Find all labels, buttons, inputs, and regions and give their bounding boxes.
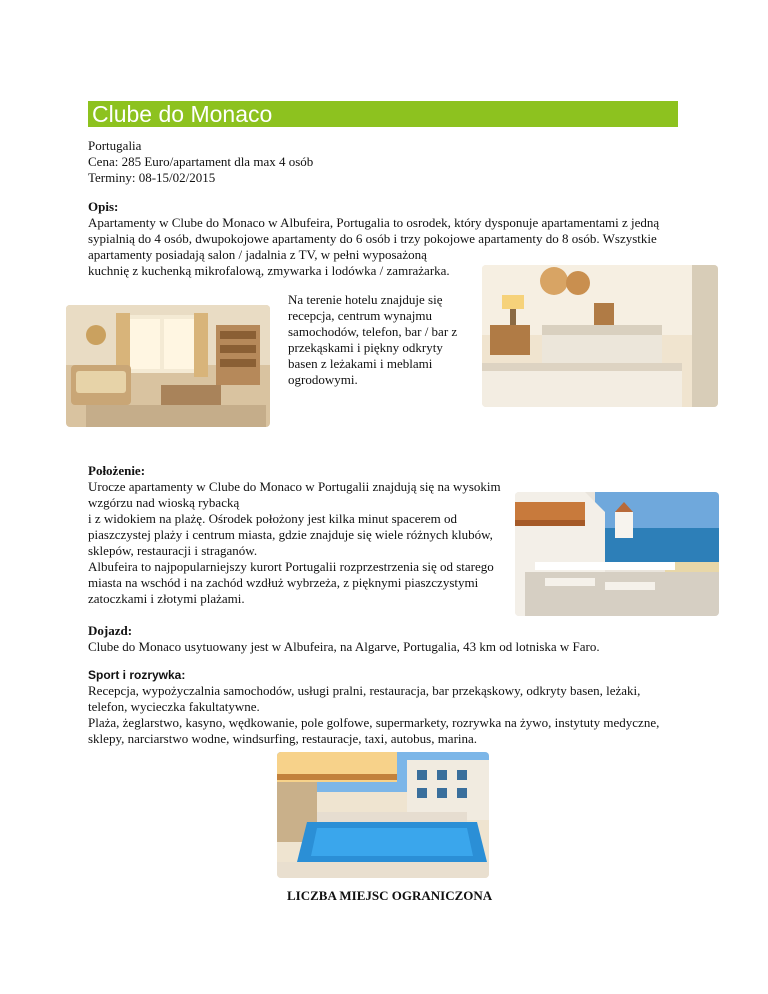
- facilities-line: samochodów, telefon, bar / bar z: [288, 324, 458, 339]
- facilities-line: Na terenie hotelu znajduje się: [288, 292, 443, 307]
- polozenie-line: wzgórzu nad wioską rybacką: [88, 495, 240, 510]
- living-room-photo: [66, 305, 270, 427]
- page-title: Clube do Monaco: [92, 101, 273, 127]
- price-text: Cena: 285 Euro/apartament dla max 4 osób: [88, 154, 314, 169]
- country-text: Portugalia: [88, 138, 142, 153]
- opis-line: sypialnią do 4 osób, dwupokojowe apartamenty do 6 osób i trzy pokojowe apartamenty do 8 osób. Wszystkie: [88, 231, 657, 246]
- pool-photo: [277, 752, 489, 878]
- facilities-line: przekąskami i piękny odkryty: [288, 340, 443, 355]
- opis-line: kuchnię z kuchenką mikrofalową, zmywarka i lodówka / zamrażarka.: [88, 263, 450, 278]
- facilities-line: ogrodowymi.: [288, 372, 358, 387]
- sport-line: sklepy, narciarstwo wodne, windsurfing, restauracje, taxi, autobus, marina.: [88, 731, 478, 746]
- polozenie-line: i z widokiem na plażę. Ośrodek położony jest kilka minut spacerem od: [88, 511, 457, 526]
- sport-line: telefon, wycieczka fakultatywne.: [88, 699, 260, 714]
- polozenie-line: miasta na wschód i na zachód wzdłuż wybrzeża, z pięknymi piaszczystymi: [88, 575, 479, 590]
- polozenie-heading: Położenie:: [88, 463, 146, 478]
- sport-heading: Sport i rozrywka:: [88, 668, 186, 682]
- polozenie-line: sklepów, restauracji i straganów.: [88, 543, 258, 558]
- polozenie-line: Urocze apartamenty w Clube do Monaco w Portugalii znajdują się na wysokim: [88, 479, 501, 494]
- bedroom-photo: [482, 265, 718, 407]
- polozenie-line: Albufeira to najpopularniejszy kurort Portugalii rozprzestrzenia się od starego: [88, 559, 494, 574]
- sport-line: Plaża, żeglarstwo, kasyno, wędkowanie, pole golfowe, supermarkety, rozrywka na żywo, instytuty medyczne,: [88, 715, 660, 730]
- sport-line: Recepcja, wypożyczalnia samochodów, usługi pralni, restauracja, bar przekąskowy, odkryty basen, leżaki,: [88, 683, 641, 698]
- facilities-line: recepcja, centrum wynajmu: [288, 308, 433, 323]
- dojazd-text: Clube do Monaco usytuowany jest w Albufeira, na Algarve, Portugalia, 43 km od lotniska w Faro.: [88, 639, 600, 654]
- opis-line: apartamenty posiadają salon / jadalnia z TV, w pełni wyposażoną: [88, 247, 427, 262]
- dates-text: Terminy: 08-15/02/2015: [88, 170, 216, 185]
- footer-notice: LICZBA MIEJSC OGRANICZONA: [287, 888, 493, 903]
- polozenie-line: piaszczystej plaży i centrum miasta, gdzie znajduje się wiele różnych klubów,: [88, 527, 493, 542]
- opis-line: Apartamenty w Clube do Monaco w Albufeira, Portugalia to osrodek, który dysponuje apartamentami z jedną: [88, 215, 660, 230]
- dojazd-heading: Dojazd:: [88, 623, 133, 638]
- facilities-line: basen z leżakami i meblami: [288, 356, 433, 371]
- polozenie-line: zatoczkami i złotymi plażami.: [88, 591, 245, 606]
- balcony-sea-photo: [515, 492, 719, 616]
- opis-heading: Opis:: [88, 199, 119, 214]
